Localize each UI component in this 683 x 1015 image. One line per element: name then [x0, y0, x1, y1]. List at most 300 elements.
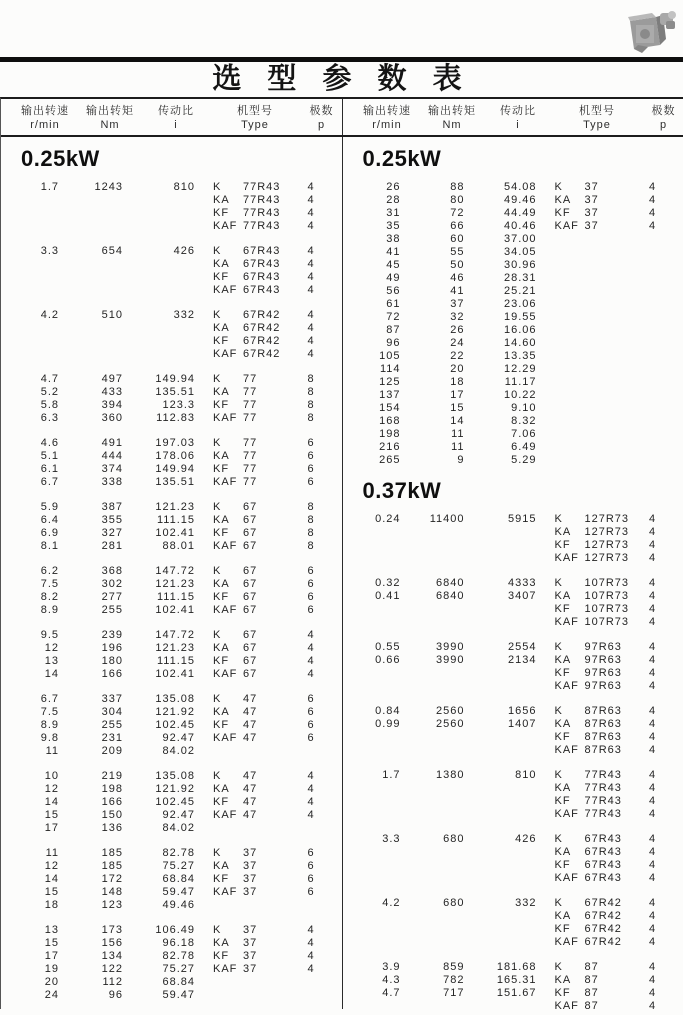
output-torque: 1243 [94, 181, 123, 193]
type-prefix: KAF [213, 540, 238, 552]
parameter-group [1, 924, 342, 1002]
output-speed: 28 [386, 194, 401, 206]
type-prefix: K [554, 181, 563, 193]
poles: 4 [307, 655, 315, 667]
output-speed: 4.7 [40, 373, 59, 385]
ratio: 13.35 [503, 350, 537, 362]
output-speed: 1.7 [382, 769, 401, 781]
column-header-i: 传动比 i [500, 105, 536, 131]
type-prefix: KF [213, 796, 230, 808]
type-model: 67 [243, 604, 258, 616]
type-prefix: KAF [213, 963, 238, 975]
table-row [343, 744, 683, 757]
type-model: 37 [243, 963, 258, 975]
output-speed: 7.5 [40, 578, 59, 590]
type-prefix: KAF [554, 552, 579, 564]
table-row [1, 220, 342, 233]
type-prefix: K [213, 245, 222, 257]
poles: 4 [648, 207, 657, 219]
output-speed: 6.7 [40, 476, 59, 488]
output-torque: 368 [101, 565, 123, 577]
table-row [343, 272, 683, 285]
table-row [1, 642, 342, 655]
output-torque: 80 [450, 194, 465, 206]
output-speed: 8.9 [40, 719, 59, 731]
poles: 8 [307, 373, 315, 385]
output-torque: 20 [450, 363, 465, 375]
ratio: 40.46 [503, 220, 537, 232]
type-prefix: KF [213, 207, 230, 219]
table-row [1, 604, 342, 617]
type-model: 47 [243, 706, 258, 718]
ratio: 75.27 [162, 963, 195, 975]
table-row [1, 591, 342, 604]
table-row [343, 795, 683, 808]
poles: 4 [648, 1000, 657, 1012]
output-speed: 15 [44, 809, 59, 821]
output-torque: 37 [450, 298, 465, 310]
type-prefix: KA [213, 386, 230, 398]
type-model: 127R73 [584, 539, 630, 551]
type-prefix: KF [213, 271, 230, 283]
output-speed: 11 [45, 745, 59, 757]
poles: 6 [307, 873, 315, 885]
output-speed: 3.9 [382, 961, 401, 973]
output-torque: 166 [101, 796, 123, 808]
output-speed: 0.41 [375, 590, 401, 602]
power-section-title: 0.25kW [362, 146, 442, 171]
table-row [343, 298, 683, 311]
table-row [1, 899, 342, 912]
type-model: 67 [243, 514, 258, 526]
poles: 4 [648, 872, 657, 884]
ratio: 82.78 [162, 847, 195, 859]
type-model: 87R63 [584, 744, 622, 756]
table-row [1, 963, 342, 976]
table-row [1, 629, 342, 642]
output-speed: 0.99 [375, 718, 401, 730]
type-model: 77R43 [243, 207, 281, 219]
output-speed: 4.6 [40, 437, 59, 449]
output-speed: 168 [379, 415, 401, 427]
type-prefix: KF [554, 859, 571, 871]
parameter-group [1, 847, 342, 912]
ratio: 149.94 [155, 373, 195, 385]
poles: 6 [307, 591, 315, 603]
parameter-group [1, 245, 342, 297]
ratio: 102.45 [155, 719, 195, 731]
type-model: 67 [243, 501, 258, 513]
output-speed: 0.32 [375, 577, 401, 589]
poles: 4 [307, 783, 315, 795]
poles: 4 [307, 181, 315, 193]
poles: 6 [307, 450, 315, 462]
output-torque: 680 [443, 833, 465, 845]
poles: 4 [307, 245, 315, 257]
ratio: 34.05 [503, 246, 537, 258]
output-torque: 66 [450, 220, 465, 232]
type-prefix: KAF [213, 412, 238, 424]
power-section-title: 0.37kW [362, 478, 442, 503]
type-prefix: KAF [213, 348, 238, 360]
type-model: 77R43 [243, 220, 281, 232]
ratio: 75.27 [162, 860, 195, 872]
parameter-group [343, 705, 683, 757]
output-speed: 6.4 [40, 514, 59, 526]
output-speed: 72 [386, 311, 401, 323]
output-torque: 136 [101, 822, 123, 834]
table-row [343, 526, 683, 539]
type-prefix: KA [213, 860, 230, 872]
table-body [1, 137, 683, 1012]
ratio: 5915 [508, 513, 537, 525]
table-row [1, 245, 342, 258]
table-row [343, 311, 683, 324]
type-prefix: KAF [213, 732, 238, 744]
output-speed: 9.5 [40, 629, 59, 641]
type-model: 107R73 [584, 616, 630, 628]
output-speed: 10 [44, 770, 59, 782]
output-torque: 150 [101, 809, 123, 821]
type-model: 37 [243, 886, 258, 898]
table-row [1, 950, 342, 963]
output-speed: 265 [379, 454, 401, 466]
table-row [343, 376, 683, 389]
poles: 8 [307, 527, 315, 539]
table-row [1, 578, 342, 591]
table-row [1, 989, 342, 1002]
type-model: 67 [243, 565, 258, 577]
table-row [1, 693, 342, 706]
ratio: 426 [515, 833, 537, 845]
poles: 4 [648, 936, 657, 948]
table-row [343, 808, 683, 821]
type-prefix: KA [213, 514, 230, 526]
type-model: 77 [243, 386, 258, 398]
output-speed: 8.1 [40, 540, 59, 552]
ratio: 82.78 [162, 950, 195, 962]
type-prefix: K [213, 181, 222, 193]
ratio: 121.92 [155, 783, 195, 795]
table-row [343, 363, 683, 376]
table-row [1, 924, 342, 937]
type-model: 37 [584, 194, 599, 206]
ratio: 123.3 [162, 399, 195, 411]
type-prefix: KAF [213, 668, 238, 680]
output-speed: 6.1 [40, 463, 59, 475]
type-prefix: K [213, 629, 222, 641]
type-model: 47 [243, 719, 258, 731]
poles: 4 [648, 552, 657, 564]
type-model: 87R63 [584, 705, 622, 717]
table-row [343, 769, 683, 782]
poles: 6 [307, 604, 315, 616]
output-speed: 5.1 [40, 450, 59, 462]
type-model: 67R42 [243, 348, 281, 360]
type-prefix: KAF [554, 744, 579, 756]
output-speed: 6.7 [40, 693, 59, 705]
poles: 8 [307, 399, 315, 411]
type-prefix: KAF [213, 220, 238, 232]
column-header-Type: 机型号 Type [237, 105, 273, 131]
poles: 4 [648, 616, 657, 628]
table-row [1, 399, 342, 412]
output-speed: 4.2 [382, 897, 401, 909]
type-prefix: KA [554, 526, 572, 538]
output-torque: 172 [101, 873, 123, 885]
ratio: 88.01 [162, 540, 195, 552]
parameter-group [1, 373, 342, 425]
output-torque: 18 [450, 376, 465, 388]
type-prefix: KF [554, 667, 571, 679]
poles: 4 [648, 705, 657, 717]
poles: 4 [307, 668, 315, 680]
output-torque: 198 [101, 783, 123, 795]
table-row [1, 809, 342, 822]
table-row [343, 859, 683, 872]
table-row [343, 552, 683, 565]
ratio: 30.96 [503, 259, 537, 271]
ratio: 23.06 [503, 298, 537, 310]
output-torque: 134 [101, 950, 123, 962]
type-prefix: K [554, 833, 563, 845]
type-prefix: K [213, 693, 222, 705]
type-prefix: KF [213, 527, 230, 539]
table-row [1, 284, 342, 297]
output-speed: 137 [379, 389, 401, 401]
ratio: 810 [173, 181, 195, 193]
type-model: 77R43 [243, 181, 281, 193]
type-model: 87 [584, 1000, 599, 1012]
ratio: 44.49 [503, 207, 537, 219]
poles: 4 [648, 194, 657, 206]
table-row [343, 181, 683, 194]
type-model: 67R43 [243, 284, 281, 296]
output-speed: 216 [379, 441, 401, 453]
ratio: 149.94 [155, 463, 195, 475]
table-row [1, 706, 342, 719]
poles: 4 [648, 846, 657, 858]
type-model: 67 [243, 578, 258, 590]
table-row [1, 796, 342, 809]
output-torque: 387 [101, 501, 123, 513]
type-prefix: KF [213, 591, 230, 603]
output-speed: 8.2 [40, 591, 59, 603]
ratio: 6.49 [511, 441, 537, 453]
ratio: 59.47 [162, 886, 195, 898]
type-prefix: KA [554, 194, 572, 206]
ratio: 102.45 [155, 796, 195, 808]
column-header-rmin: 输出转速 r/min [21, 105, 69, 131]
poles: 4 [307, 335, 315, 347]
type-model: 37 [243, 937, 258, 949]
output-speed: 0.84 [375, 705, 401, 717]
ratio: 37.00 [503, 233, 537, 245]
type-prefix: KA [554, 782, 572, 794]
ratio: 111.15 [156, 514, 195, 526]
output-speed: 4.2 [40, 309, 59, 321]
ratio: 165.31 [496, 974, 537, 986]
output-torque: 444 [101, 450, 123, 462]
table-row [1, 322, 342, 335]
type-model: 47 [243, 783, 258, 795]
table-row [343, 680, 683, 693]
ratio: 7.06 [511, 428, 537, 440]
poles: 8 [307, 412, 315, 424]
data-panel-right [342, 137, 683, 1012]
type-prefix: KF [213, 399, 230, 411]
table-row [1, 873, 342, 886]
output-torque: 337 [101, 693, 123, 705]
output-torque: 2560 [436, 718, 465, 730]
type-model: 67 [243, 668, 258, 680]
type-model: 127R73 [584, 526, 630, 538]
output-speed: 35 [386, 220, 401, 232]
poles: 6 [307, 732, 315, 744]
type-model: 127R73 [584, 552, 630, 564]
table-row [343, 454, 683, 467]
output-speed: 41 [386, 246, 401, 258]
type-model: 67R42 [243, 335, 281, 347]
poles: 4 [307, 284, 315, 296]
poles: 4 [648, 923, 657, 935]
power-section-title: 0.25kW [21, 146, 100, 171]
table-row [1, 373, 342, 386]
output-speed: 12 [44, 642, 59, 654]
type-model: 77 [243, 463, 258, 475]
output-torque: 209 [101, 745, 123, 757]
poles: 4 [648, 833, 657, 845]
table-row [343, 616, 683, 629]
type-prefix: KF [213, 873, 230, 885]
table-row [1, 258, 342, 271]
ratio: 68.84 [162, 976, 195, 988]
ratio: 68.84 [162, 873, 195, 885]
poles: 4 [648, 987, 657, 999]
ratio: 111.15 [156, 591, 195, 603]
poles: 4 [307, 770, 315, 782]
type-model: 37 [243, 924, 258, 936]
ratio: 332 [515, 897, 537, 909]
ratio: 178.06 [155, 450, 195, 462]
output-speed: 8.9 [40, 604, 59, 616]
poles: 4 [648, 808, 657, 820]
parameter-group [343, 577, 683, 629]
table-row [343, 577, 683, 590]
type-prefix: KA [213, 450, 230, 462]
poles: 4 [648, 744, 657, 756]
ratio: 135.08 [155, 693, 195, 705]
type-model: 77 [243, 476, 258, 488]
type-prefix: KF [213, 950, 230, 962]
type-model: 37 [584, 181, 599, 193]
type-prefix: KF [554, 731, 571, 743]
output-torque: 50 [450, 259, 465, 271]
table-row [343, 833, 683, 846]
ratio: 135.08 [155, 770, 195, 782]
parameter-group [1, 770, 342, 835]
output-torque: 6840 [436, 590, 465, 602]
poles: 4 [648, 910, 657, 922]
type-prefix: KAF [213, 809, 238, 821]
ratio: 102.41 [155, 527, 195, 539]
output-speed: 7.5 [40, 706, 59, 718]
poles: 4 [648, 513, 657, 525]
type-model: 67R42 [584, 897, 622, 909]
output-torque: 166 [101, 668, 123, 680]
output-speed: 4.3 [382, 974, 401, 986]
output-speed: 13 [44, 924, 59, 936]
type-model: 77R43 [584, 769, 622, 781]
table-row [1, 463, 342, 476]
table-row [343, 1000, 683, 1013]
type-model: 67R42 [243, 322, 281, 334]
output-torque: 24 [450, 337, 465, 349]
table-row [343, 654, 683, 667]
type-prefix: KAF [554, 936, 579, 948]
output-speed: 14 [44, 668, 59, 680]
output-speed: 87 [386, 324, 401, 336]
selection-table [0, 97, 683, 1012]
poles: 4 [648, 680, 657, 692]
output-torque: 122 [101, 963, 123, 975]
table-row [343, 846, 683, 859]
ratio: 12.29 [503, 363, 537, 375]
parameter-group [343, 513, 683, 565]
type-model: 37 [243, 860, 258, 872]
ratio: 147.72 [155, 565, 195, 577]
table-row [1, 540, 342, 553]
output-torque: 156 [101, 937, 123, 949]
type-prefix: K [213, 924, 222, 936]
type-model: 67R43 [584, 846, 622, 858]
ratio: 11.17 [504, 376, 537, 388]
type-model: 77 [243, 399, 258, 411]
output-torque: 60 [450, 233, 465, 245]
type-prefix: KF [554, 539, 571, 551]
table-row [343, 987, 683, 1000]
poles: 6 [307, 886, 315, 898]
poles: 4 [307, 963, 315, 975]
poles: 4 [307, 937, 315, 949]
output-torque: 123 [101, 899, 123, 911]
table-row [1, 501, 342, 514]
output-speed: 198 [379, 428, 401, 440]
type-model: 67R43 [584, 833, 622, 845]
output-torque: 239 [101, 629, 123, 641]
type-model: 37 [243, 847, 258, 859]
ratio: 49.46 [503, 194, 537, 206]
output-speed: 15 [44, 886, 59, 898]
output-torque: 55 [450, 246, 465, 258]
type-model: 77R43 [243, 194, 281, 206]
output-torque: 96 [108, 989, 123, 1001]
table-row [343, 641, 683, 654]
output-torque: 374 [101, 463, 123, 475]
ratio: 426 [173, 245, 195, 257]
output-speed: 4.7 [382, 987, 401, 999]
table-row [343, 782, 683, 795]
type-model: 37 [584, 207, 599, 219]
poles: 6 [307, 578, 315, 590]
output-speed: 125 [379, 376, 401, 388]
type-model: 67R43 [584, 859, 622, 871]
ratio: 25.21 [503, 285, 537, 297]
table-row [343, 705, 683, 718]
type-prefix: KF [554, 207, 571, 219]
table-row [343, 415, 683, 428]
output-torque: 327 [101, 527, 123, 539]
